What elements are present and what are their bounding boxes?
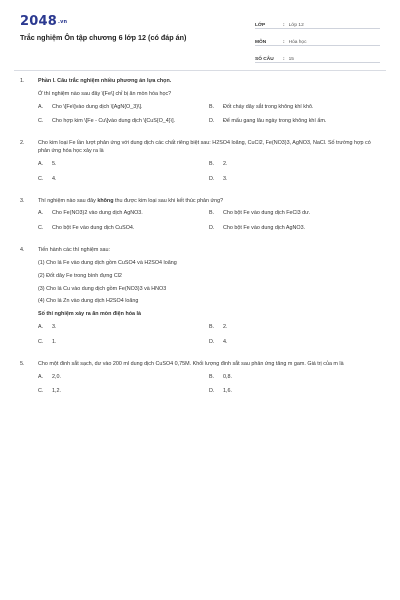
header-divider xyxy=(14,70,386,71)
option-letter: D. xyxy=(209,118,215,125)
option-a[interactable] xyxy=(38,210,209,218)
question-number: 5. xyxy=(20,360,25,367)
option-text: 5. xyxy=(52,160,57,167)
option-text: 3. xyxy=(223,175,228,182)
option-letter: C. xyxy=(38,118,44,125)
logo-main: 2048 xyxy=(20,14,57,29)
option-text: Cho bột Fe vào dung dịch AgNO3. xyxy=(223,225,306,232)
option-text: 4. xyxy=(223,338,228,345)
option-d[interactable] xyxy=(209,118,380,126)
question-text: Ở thí nghiệm nào sau đây \[Fe\] chỉ bị ăn mòn hóa học? xyxy=(38,90,172,97)
option-text: 0,8. xyxy=(223,373,232,380)
meta-label: SỐ CÂU xyxy=(255,57,274,62)
option-a[interactable] xyxy=(38,324,209,332)
option-c[interactable] xyxy=(38,118,209,126)
question-4 xyxy=(20,247,380,354)
option-letter: A. xyxy=(38,373,44,380)
question-1 xyxy=(20,78,380,133)
option-text: Đốt cháy dây sắt trong không khí khô. xyxy=(223,103,314,110)
option-letter: D. xyxy=(209,225,215,232)
option-letter: A. xyxy=(38,160,44,167)
question-text: Cho kim loại Fe lần lượt phản ứng với dung dịch các chất riêng biệt sau: H2SO4 loãng, CuCl2, Fe(NO3)3, AgNO3, NaCl. Số trường hợp có phản ứng hóa học xảy ra là xyxy=(38,140,371,155)
meta-colon: : xyxy=(283,23,285,28)
options xyxy=(38,210,380,240)
option-text: Cho Fe(NO3)2 vào dung dịch AgNO3. xyxy=(52,210,143,217)
options xyxy=(38,374,380,404)
experiment-3: (3) Cho lá Cu vào dung dịch gồm Fe(NO3)3 và HNO3 xyxy=(38,285,167,292)
document-title: Trắc nghiệm Ôn tập chương 6 lớp 12 (có đáp án) xyxy=(20,33,187,42)
question-3 xyxy=(20,198,380,240)
question-number: 1. xyxy=(20,78,25,84)
option-text: Cho bột Fe vào dung dịch FeCl3 dư. xyxy=(223,210,311,217)
logo-suffix: .vn xyxy=(57,18,68,25)
option-letter: C. xyxy=(38,388,44,395)
meta-table xyxy=(255,15,380,66)
option-text: 4. xyxy=(52,175,57,182)
site-logo[interactable] xyxy=(20,14,67,29)
option-letter: A. xyxy=(38,103,44,110)
option-text: 2,0. xyxy=(52,373,61,380)
option-b[interactable] xyxy=(209,104,380,112)
option-letter: B. xyxy=(209,160,215,167)
experiment-4: (4) Cho lá Zn vào dung dịch H2SO4 loãng xyxy=(38,298,139,305)
question-number: 4. xyxy=(20,247,25,254)
meta-colon: : xyxy=(283,40,285,45)
option-a[interactable] xyxy=(38,161,209,169)
meta-value: 15 xyxy=(288,57,294,62)
meta-value: Hóa học xyxy=(288,40,307,45)
option-d[interactable] xyxy=(209,176,380,184)
question-text: Cho một đinh sắt sạch, dư vào 200 ml dung dịch CuSO4 0,75M. Khối lượng đinh sắt sau phản ứng tăng m gam. Giá trị của m là xyxy=(38,360,344,367)
option-letter: A. xyxy=(38,324,44,331)
meta-row-subject xyxy=(255,32,380,46)
option-letter: A. xyxy=(38,210,44,217)
options xyxy=(38,104,380,134)
meta-row-count xyxy=(255,49,380,63)
option-text: 2. xyxy=(223,160,228,167)
section-heading: Phần I. Câu trắc nghiệm nhiều phương án lựa chọn. xyxy=(38,78,172,84)
option-d[interactable] xyxy=(209,388,380,396)
option-c[interactable] xyxy=(38,225,209,233)
meta-label: LỚP xyxy=(255,23,266,28)
option-text: Cho bột Fe vào dung dịch CuSO4. xyxy=(52,225,135,232)
option-b[interactable] xyxy=(209,374,380,382)
option-letter: B. xyxy=(209,210,215,217)
question-text: Tiến hành các thí nghiệm sau: xyxy=(38,247,111,254)
option-letter: C. xyxy=(38,175,44,182)
option-d[interactable] xyxy=(209,225,380,233)
meta-row-class xyxy=(255,15,380,29)
option-text: 1. xyxy=(52,338,57,345)
option-text: 1,2. xyxy=(52,388,61,395)
option-a[interactable] xyxy=(38,374,209,382)
option-text: 1,6. xyxy=(223,388,232,395)
option-c[interactable] xyxy=(38,176,209,184)
option-text: 2. xyxy=(223,324,228,331)
option-a[interactable] xyxy=(38,104,209,112)
option-text: Cho hợp kim \[Fe - Cu\]vào dung dịch \[CuS{O_4}\]. xyxy=(52,118,176,125)
option-d[interactable] xyxy=(209,339,380,347)
option-letter: D. xyxy=(209,388,215,395)
question-text xyxy=(38,198,380,206)
meta-value: Lớp 12 xyxy=(288,23,304,28)
question-text-after: thu được kim loại sau khi kết thúc phản ứng? xyxy=(115,197,224,204)
option-b[interactable] xyxy=(209,161,380,169)
option-c[interactable] xyxy=(38,388,209,396)
meta-label: MÔN xyxy=(255,40,267,45)
option-letter: D. xyxy=(209,338,215,345)
option-b[interactable] xyxy=(209,210,380,218)
option-letter: B. xyxy=(209,103,215,110)
option-text: Cho \[Fe\]vào dung dịch \[AgN{O_3}\]. xyxy=(52,103,143,110)
question-number: 3. xyxy=(20,197,25,204)
option-c[interactable] xyxy=(38,339,209,347)
question-2 xyxy=(20,140,380,190)
question-5 xyxy=(20,361,380,403)
question-list xyxy=(20,78,380,410)
question-text-emphasis: không xyxy=(97,197,114,204)
option-letter: D. xyxy=(209,175,215,182)
option-letter: B. xyxy=(209,373,215,380)
question-text-before: Thí nghiệm nào sau đây xyxy=(38,197,96,204)
question-prompt: Số thí nghiệm xảy ra ăn mòn điện hóa là xyxy=(38,311,142,318)
question-number: 2. xyxy=(20,140,25,147)
option-letter: C. xyxy=(38,338,44,345)
option-letter: B. xyxy=(209,324,215,331)
options xyxy=(38,161,380,191)
option-letter: C. xyxy=(38,225,44,232)
option-text: 3. xyxy=(52,324,57,331)
meta-colon: : xyxy=(283,57,285,62)
experiment-2: (2) Đốt dây Fe trong bình đựng Cl2 xyxy=(38,272,122,279)
option-b[interactable] xyxy=(209,324,380,332)
options xyxy=(38,324,380,354)
option-text: Để mẩu gang lâu ngày trong không khí ẩm. xyxy=(223,118,327,125)
experiment-1: (1) Cho lá Fe vào dung dịch gồm CuSO4 và H2SO4 loãng xyxy=(38,259,177,266)
